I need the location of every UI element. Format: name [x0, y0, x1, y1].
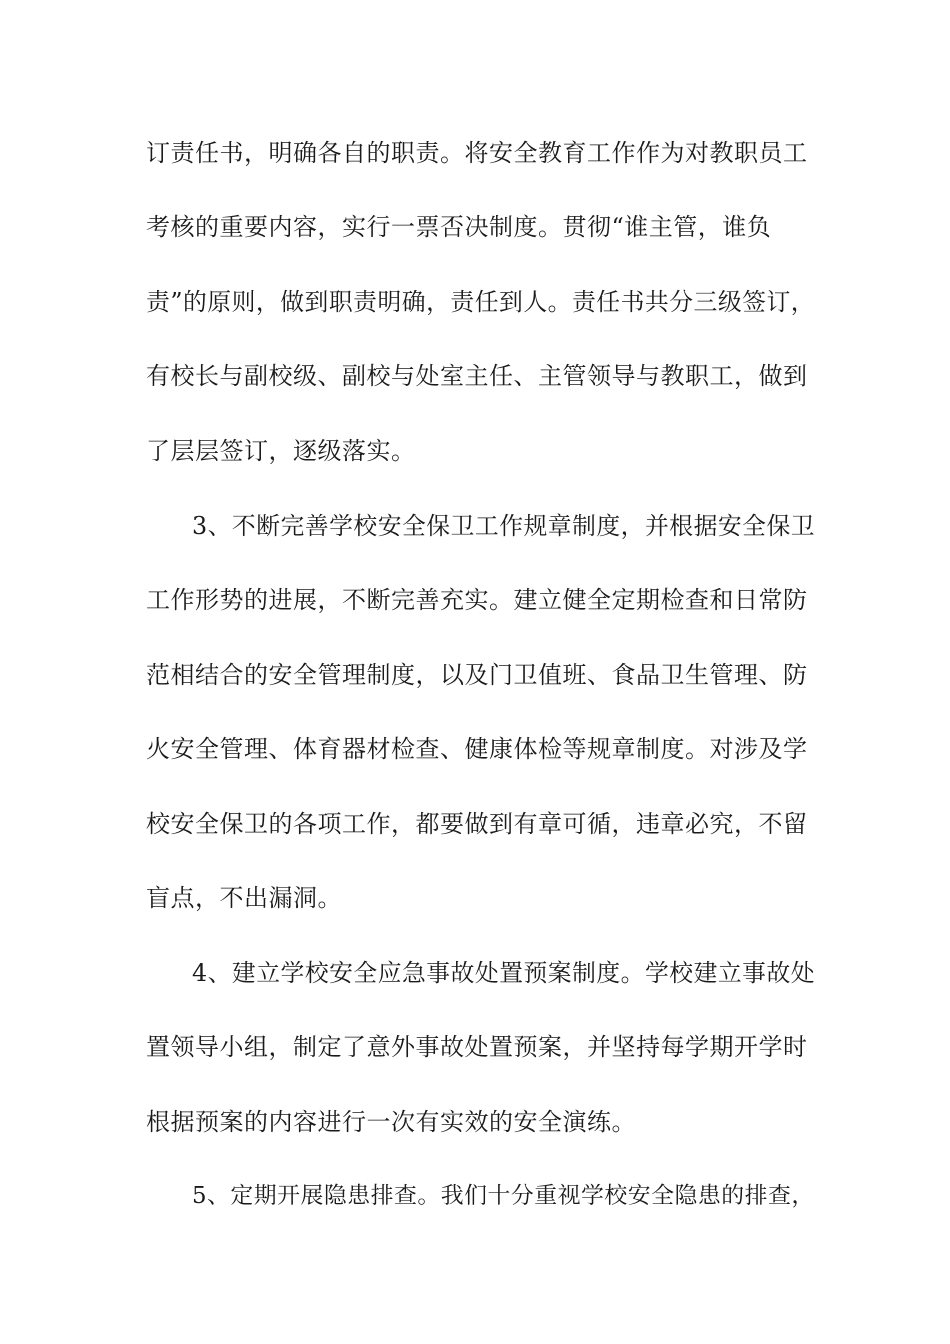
paragraph-line: 有校长与副校级、副校与处室主任、主管领导与教职工，做到 [146, 362, 808, 390]
paragraph-line: 了层层签订，逐级落实。 [146, 437, 416, 465]
paragraph-line: 火安全管理、体育器材检查、健康体检等规章制度。对涉及学 [146, 735, 808, 763]
paragraph-5-first-line: 5、定期开展隐患排查。我们十分重视学校安全隐患的排查， [192, 1183, 815, 1209]
paragraph-line: 范相结合的安全管理制度，以及门卫值班、食品卫生管理、防 [146, 661, 808, 689]
paragraph-line: 置领导小组，制定了意外事故处置预案，并坚持每学期开学时 [146, 1033, 808, 1061]
paragraph-line: 工作形势的进展，不断完善充实。建立健全定期检查和日常防 [146, 586, 808, 614]
paragraph-line: 校安全保卫的各项工作，都要做到有章可循，违章必究，不留 [146, 810, 808, 838]
paragraph-line: 盲点，不出漏洞。 [146, 884, 342, 912]
paragraph-line: 责”的原则，做到职责明确，责任到人。责任书共分三级签订， [146, 288, 816, 316]
paragraph-line: 根据预案的内容进行一次有实效的安全演练。 [146, 1108, 636, 1136]
paragraph-line: 订责任书，明确各自的职责。将安全教育工作作为对教职员工 [146, 139, 808, 167]
paragraph-4-first-line: 4、建立学校安全应急事故处置预案制度。学校建立事故处 [192, 959, 816, 987]
paragraph-line: 考核的重要内容，实行一票否决制度。贯彻“谁主管，谁负 [146, 213, 772, 241]
paragraph-3-first-line: 3、不断完善学校安全保卫工作规章制度，并根据安全保卫 [192, 512, 816, 540]
